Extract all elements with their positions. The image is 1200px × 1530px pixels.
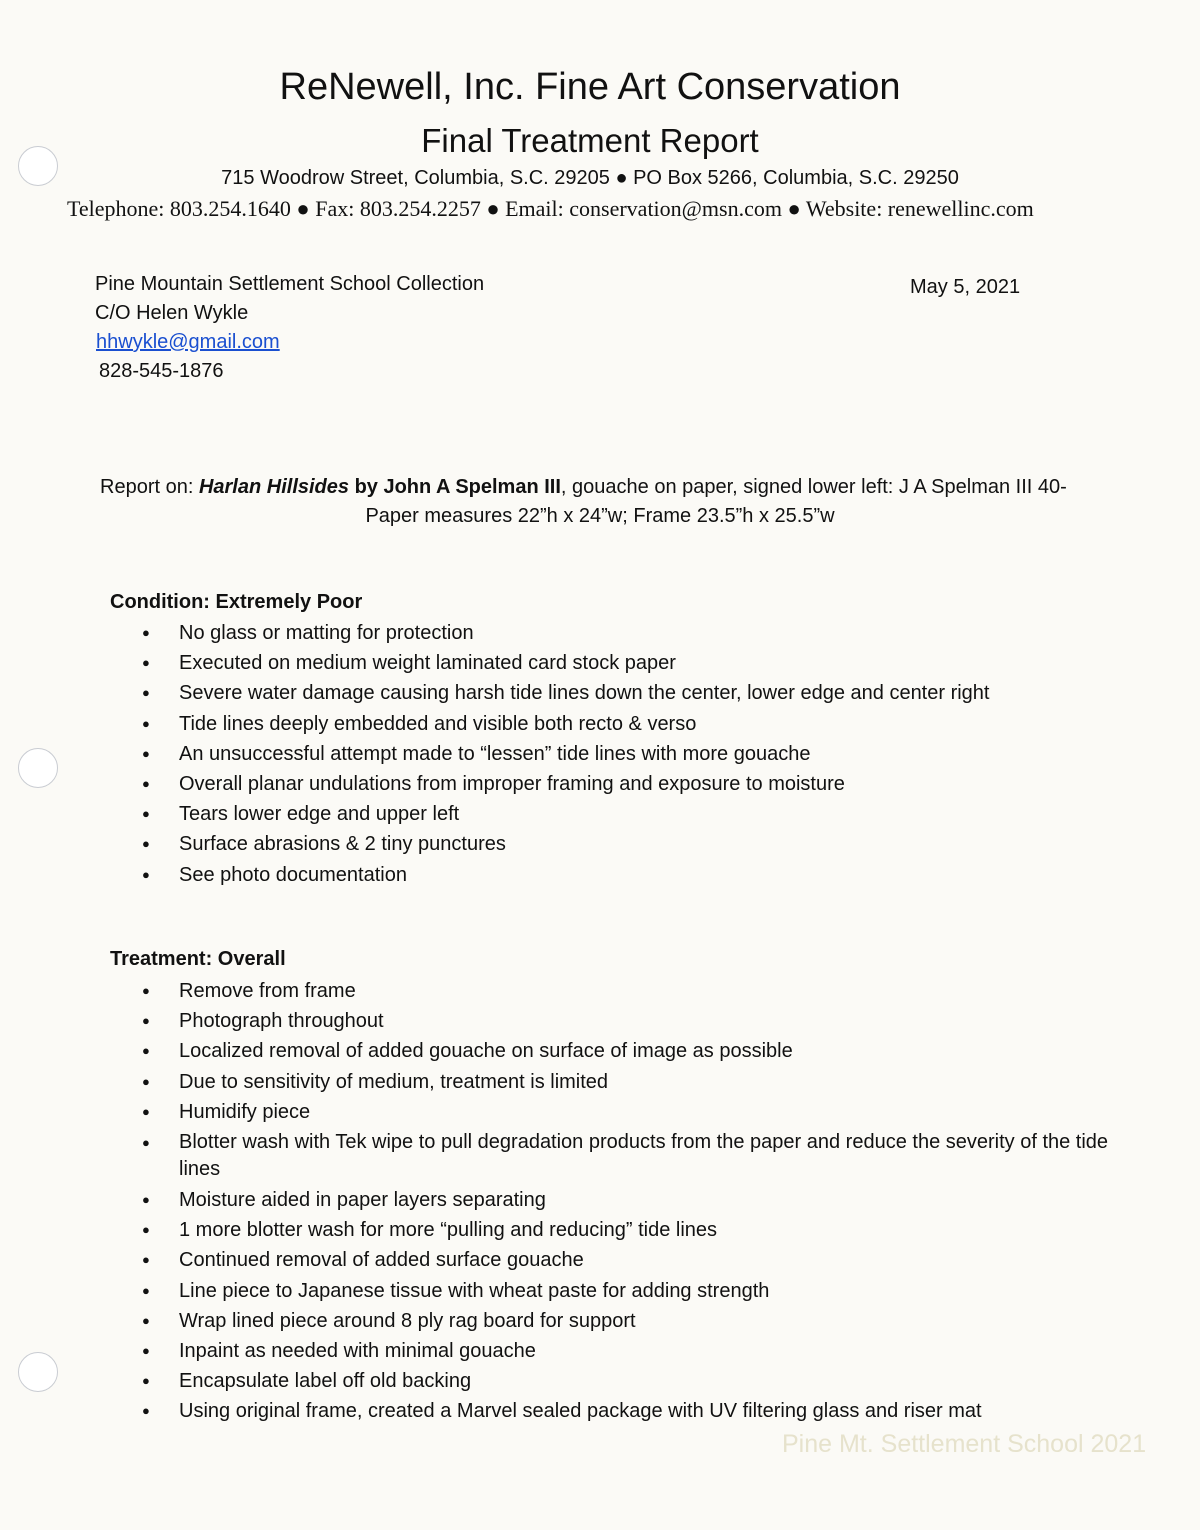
recipient-phone: 828-545-1876 [99, 360, 224, 382]
list-item: ● Due to sensitivity of medium, treatment is limited [140, 1067, 1110, 1097]
treatment-heading: Treatment: Overall [110, 948, 286, 970]
punch-hole [18, 748, 58, 788]
recipient-email-link[interactable]: hhwykle@gmail.com [96, 331, 280, 353]
report-title: Final Treatment Report [421, 122, 759, 159]
watermark: Pine Mt. Settlement School 2021 [782, 1430, 1147, 1458]
list-item: ● 1 more blotter wash for more “pulling and reducing” tide lines [140, 1215, 1110, 1245]
recipient-collection: Pine Mountain Settlement School Collection [95, 273, 485, 295]
list-item: ● Tears lower edge and upper left [140, 799, 990, 829]
artwork-title: Harlan Hillsides [198, 476, 350, 498]
list-item: ● Inpaint as needed with minimal gouache [140, 1336, 1110, 1366]
report-date: May 5, 2021 [910, 276, 1021, 298]
treatment-list [140, 976, 1110, 1427]
recipient-care-of: C/O Helen Wykle [95, 302, 249, 324]
list-item: ● Wrap lined piece around 8 ply rag board for support [140, 1306, 1110, 1336]
list-item: ● Localized removal of added gouache on surface of image as possible [140, 1036, 1110, 1066]
list-item: ● Moisture aided in paper layers separating [140, 1185, 1110, 1215]
list-item: ● Tide lines deeply embedded and visible both recto & verso [140, 709, 990, 739]
report-prefix: Report on: [100, 476, 199, 498]
list-item: ● Severe water damage causing harsh tide lines down the center, lower edge and center right [140, 678, 990, 708]
report-subject [100, 476, 1067, 499]
list-item: ● Remove from frame [140, 976, 1110, 1006]
punch-hole [18, 1352, 58, 1392]
condition-heading: Condition: Extremely Poor [110, 591, 363, 613]
company-address: 715 Woodrow Street, Columbia, S.C. 29205 ● PO Box 5266, Columbia, S.C. 29250 [221, 167, 959, 189]
list-item: ● An unsuccessful attempt made to “lessen” tide lines with more gouache [140, 739, 990, 769]
condition-list [140, 618, 990, 890]
list-item: ● Continued removal of added surface gouache [140, 1245, 1110, 1275]
company-name: ReNewell, Inc. Fine Art Conservation [279, 66, 901, 108]
list-item: ● Surface abrasions & 2 tiny punctures [140, 829, 990, 859]
company-contact: Telephone: 803.254.1640 ● Fax: 803.254.2257 ● Email: conservation@msn.com ● Website: renewellinc.com [67, 196, 1034, 221]
artwork-details: , gouache on paper, signed lower left: J A Spelman III 40- [560, 476, 1067, 498]
list-item: ● Encapsulate label off old backing [140, 1366, 1110, 1396]
list-item: ● Using original frame, created a Marvel sealed package with UV filtering glass and riser mat [140, 1396, 1110, 1426]
list-item: ● Humidify piece [140, 1097, 1110, 1127]
list-item: ● Line piece to Japanese tissue with wheat paste for adding strength [140, 1276, 1110, 1306]
list-item: ● Executed on medium weight laminated card stock paper [140, 648, 990, 678]
list-item: ● No glass or matting for protection [140, 618, 990, 648]
artist: by John A Spelman III [349, 476, 561, 498]
artwork-measurements: Paper measures 22”h x 24”w; Frame 23.5”h x 25.5”w [365, 505, 835, 527]
list-item: ● Blotter wash with Tek wipe to pull degradation products from the paper and reduce the severity of the tide lines [140, 1127, 1110, 1185]
list-item: ● Overall planar undulations from improper framing and exposure to moisture [140, 769, 990, 799]
list-item: ● See photo documentation [140, 860, 990, 890]
list-item: ● Photograph throughout [140, 1006, 1110, 1036]
